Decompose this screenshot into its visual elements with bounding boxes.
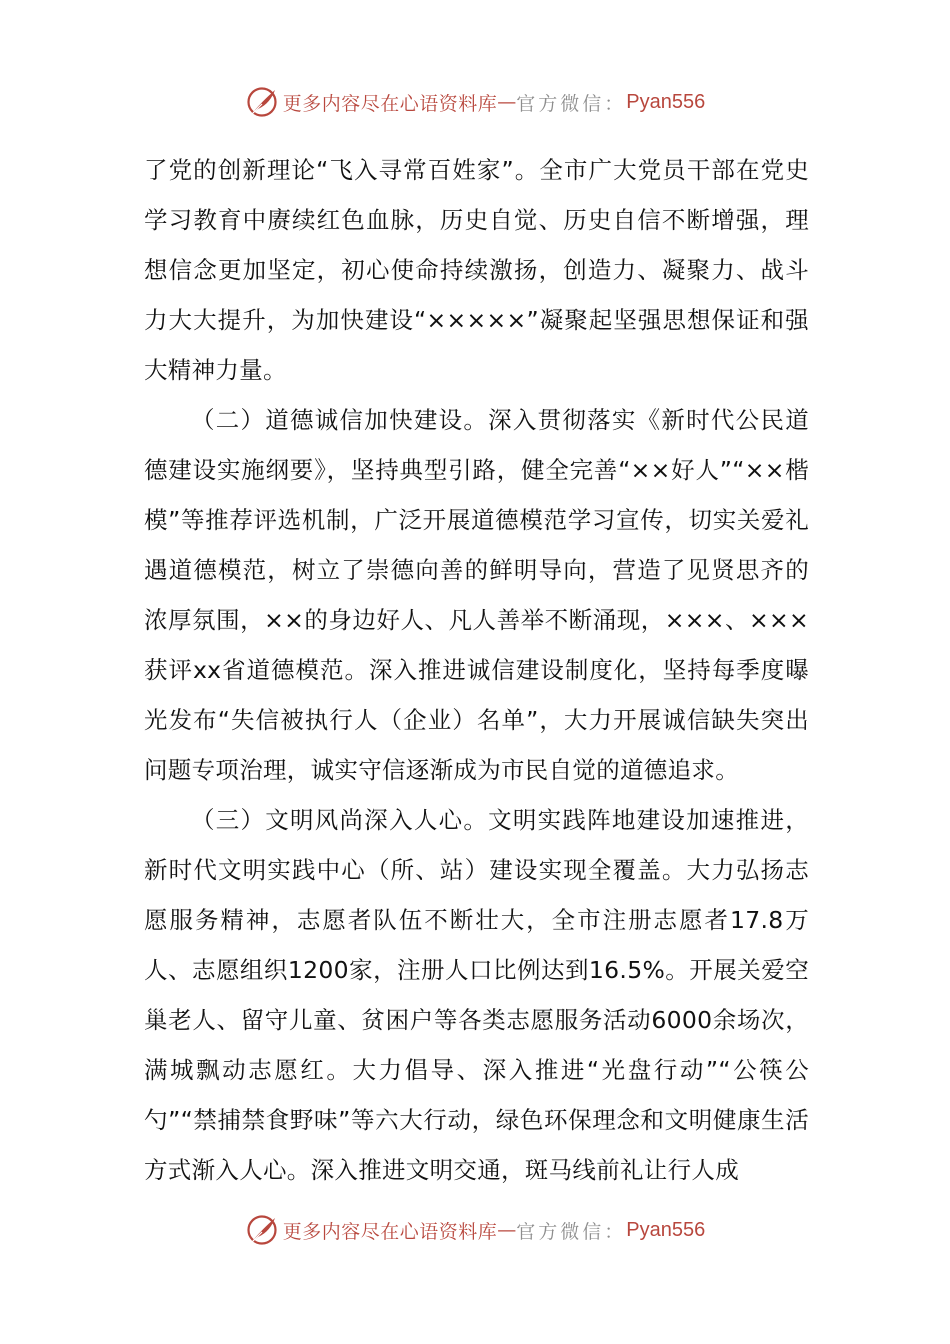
banner-label: 官方微信： (516, 92, 627, 115)
document-body (144, 145, 809, 1195)
paragraph-2: （二）道德诚信加快建设。深入贯彻落实《新时代公民道德建设实施纲要》，坚持典型引路，健全完善“××好人”“××楷模”等推荐评选机制，广泛开展道德模范学习宣传，切实关爱礼遇道德模范，树立了崇德向善的鲜明导向，营造了见贤思齐的浓厚氛围，××的身边好人、凡人善举不断涌现，×××、×××获评xx省道德模范。深入推进诚信建设制度化，坚持每季度曝光发布“失信被执行人（企业）名单”，大力开展诚信缺失突出问题专项治理，诚实守信逐渐成为市民自觉的道德追求。 (144, 406, 809, 784)
paragraph-3: （三）文明风尚深入人心。文明实践阵地建设加速推进，新时代文明实践中心（所、站）建设实现全覆盖。大力弘扬志愿服务精神，志愿者队伍不断壮大，全市注册志愿者17.8万人、志愿组织1200家，注册人口比例达到16.5%。开展关爱空巢老人、留守儿童、贫困户等各类志愿服务活动6000余场次，满城飘动志愿红。大力倡导、深入推进“光盘行动”“公筷公勺”“禁捕禁食野味”等六大行动，绿色环保理念和文明健康生活方式渐入人心。深入推进文明交通，斑马线前礼让行人成 (144, 806, 809, 1184)
quill-pen-logo-icon (245, 1213, 279, 1247)
banner-label: 官方微信： (516, 1220, 627, 1243)
banner-wechat-id: Pyan556 (626, 90, 706, 113)
banner-dash: — (497, 1219, 517, 1241)
footer-watermark-banner (0, 1208, 950, 1252)
paragraph-1: 了党的创新理论“飞入寻常百姓家”。全市广大党员干部在党史学习教育中赓续红色血脉，历史自觉、历史自信不断增强，理想信念更加坚定，初心使命持续激扬，创造力、凝聚力、战斗力大大提升，为加快建设“×××××”凝聚起坚强思想保证和强大精神力量。 (144, 156, 809, 384)
banner-text: 更多内容尽在心语资料库 (282, 92, 498, 115)
banner-text: 更多内容尽在心语资料库 (282, 1220, 498, 1243)
banner-wechat-id: Pyan556 (626, 1218, 706, 1241)
quill-pen-logo-icon (245, 85, 279, 119)
header-watermark-banner (0, 80, 950, 124)
banner-dash: — (497, 91, 517, 113)
